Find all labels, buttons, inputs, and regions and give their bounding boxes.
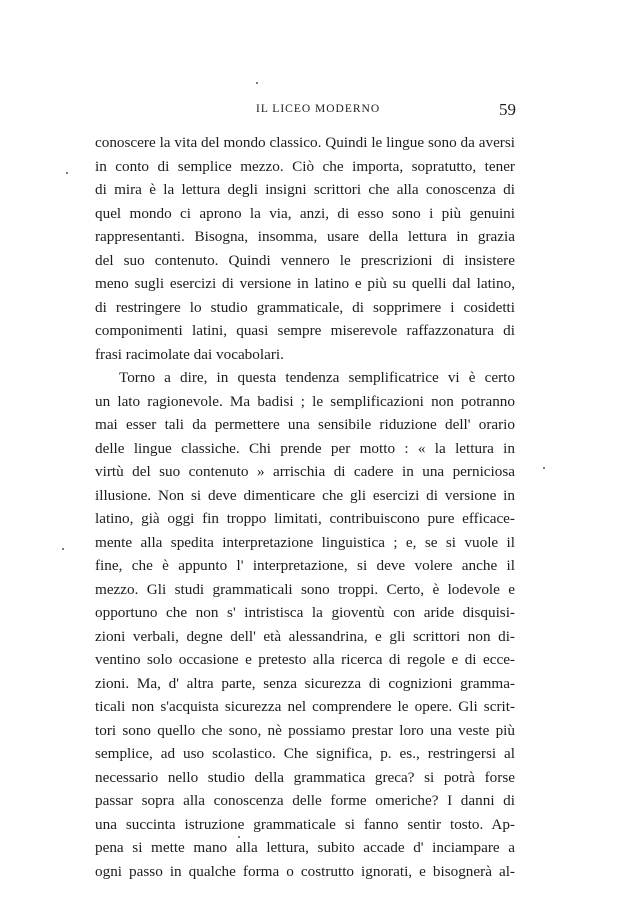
paper-speck — [66, 172, 68, 174]
text-line: un lato ragionevole. Ma badisi ; le semplificazioni non potranno — [95, 392, 515, 410]
text-line: di mira è la lettura degli insigni scrittori che alla conoscenza di — [95, 181, 515, 198]
paper-speck — [238, 836, 240, 838]
text-line: tori sono quello che sono, nè possiamo prestar loro una veste più — [95, 721, 515, 739]
text-line: ventino solo occasione e pretesto alla ricerca di regole e di ecce- — [95, 651, 515, 668]
paragraph-end-line: frasi racimolate dai vocabolari. — [95, 345, 284, 363]
text-line: passar sopra alla conoscenza delle forme omeriche? I danni di — [95, 792, 515, 809]
text-line: virtù del suo contenuto » arrischia di cadere in una perniciosa — [95, 463, 515, 480]
text-line: del suo contenuto. Quindi vennero le prescrizioni di insistere — [95, 251, 515, 269]
running-head — [96, 100, 516, 122]
text-line: illusione. Non si deve dimenticare che gli esercizi di versione in — [95, 486, 515, 504]
body-text — [95, 131, 515, 883]
paper-speck — [543, 467, 545, 469]
text-line: semplice, ad uso scolastico. Che significa, p. es., restringersi al — [95, 745, 515, 762]
text-line: opportuno che non s' intristisca la gioventù con aride disquisi- — [95, 604, 515, 621]
paragraph-start-line: Torno a dire, in questa tendenza semplificatrice vi è certo — [119, 369, 515, 386]
text-line: pena si mette mano alla lettura, subito accade d' inciampare a — [95, 839, 515, 856]
text-line: conoscere la vita del mondo classico. Quindi le lingue sono da aversi — [95, 134, 515, 151]
text-line: rappresentanti. Bisogna, insomma, usare della lettura in grazia — [95, 228, 515, 245]
text-line: latino, già oggi fin troppo limitati, contribuiscono pure efficace- — [95, 510, 515, 527]
running-title: IL LICEO MODERNO — [256, 103, 381, 115]
text-line: meno sugli esercizi di versione in latino e più su quelli dal latino, — [95, 275, 515, 292]
text-line: zioni verbali, degne dell' età alessandrina, e gli scrittori non di- — [95, 627, 515, 645]
paper-speck — [256, 82, 258, 84]
text-line: di restringere lo studio grammaticale, di sopprimere i cosidetti — [95, 298, 515, 316]
text-line: ticali non s'acquista sicurezza nel comprendere le opere. Gli scrit- — [95, 698, 515, 715]
text-line: mai esser tali da permettere una sensibile riduzione dell' orario — [95, 416, 515, 433]
text-line: componimenti latini, quasi sempre miserevole raffazzonatura di — [95, 322, 515, 339]
text-line: mezzo. Gli studi grammaticali sono troppi. Certo, è lodevole e — [95, 580, 515, 598]
text-line: zioni. Ma, d' altra parte, senza sicurezza di cognizioni gramma- — [95, 674, 515, 692]
text-line: mente alla spedita interpretazione linguistica ; e, se si vuole il — [95, 533, 515, 551]
text-line: una succinta istruzione grammaticale si fanno sentir tosto. Ap- — [95, 815, 515, 833]
text-line: ogni passo in qualche forma o costrutto ignorati, e bisognerà al- — [95, 862, 515, 880]
page-number: 59 — [499, 100, 516, 119]
paper-speck — [62, 548, 64, 550]
text-line: delle lingue classiche. Chi prende per motto : « la lettura in — [95, 439, 515, 457]
text-line: quel mondo ci aprono la via, anzi, di esso sono i più genuini — [95, 204, 515, 222]
text-line: fine, che è appunto l' interpretazione, si deve volere anche il — [95, 557, 515, 574]
text-line: in conto di semplice mezzo. Ciò che importa, sopratutto, tener — [95, 157, 515, 175]
text-line: necessario nello studio della grammatica greca? si potrà forse — [95, 768, 515, 786]
